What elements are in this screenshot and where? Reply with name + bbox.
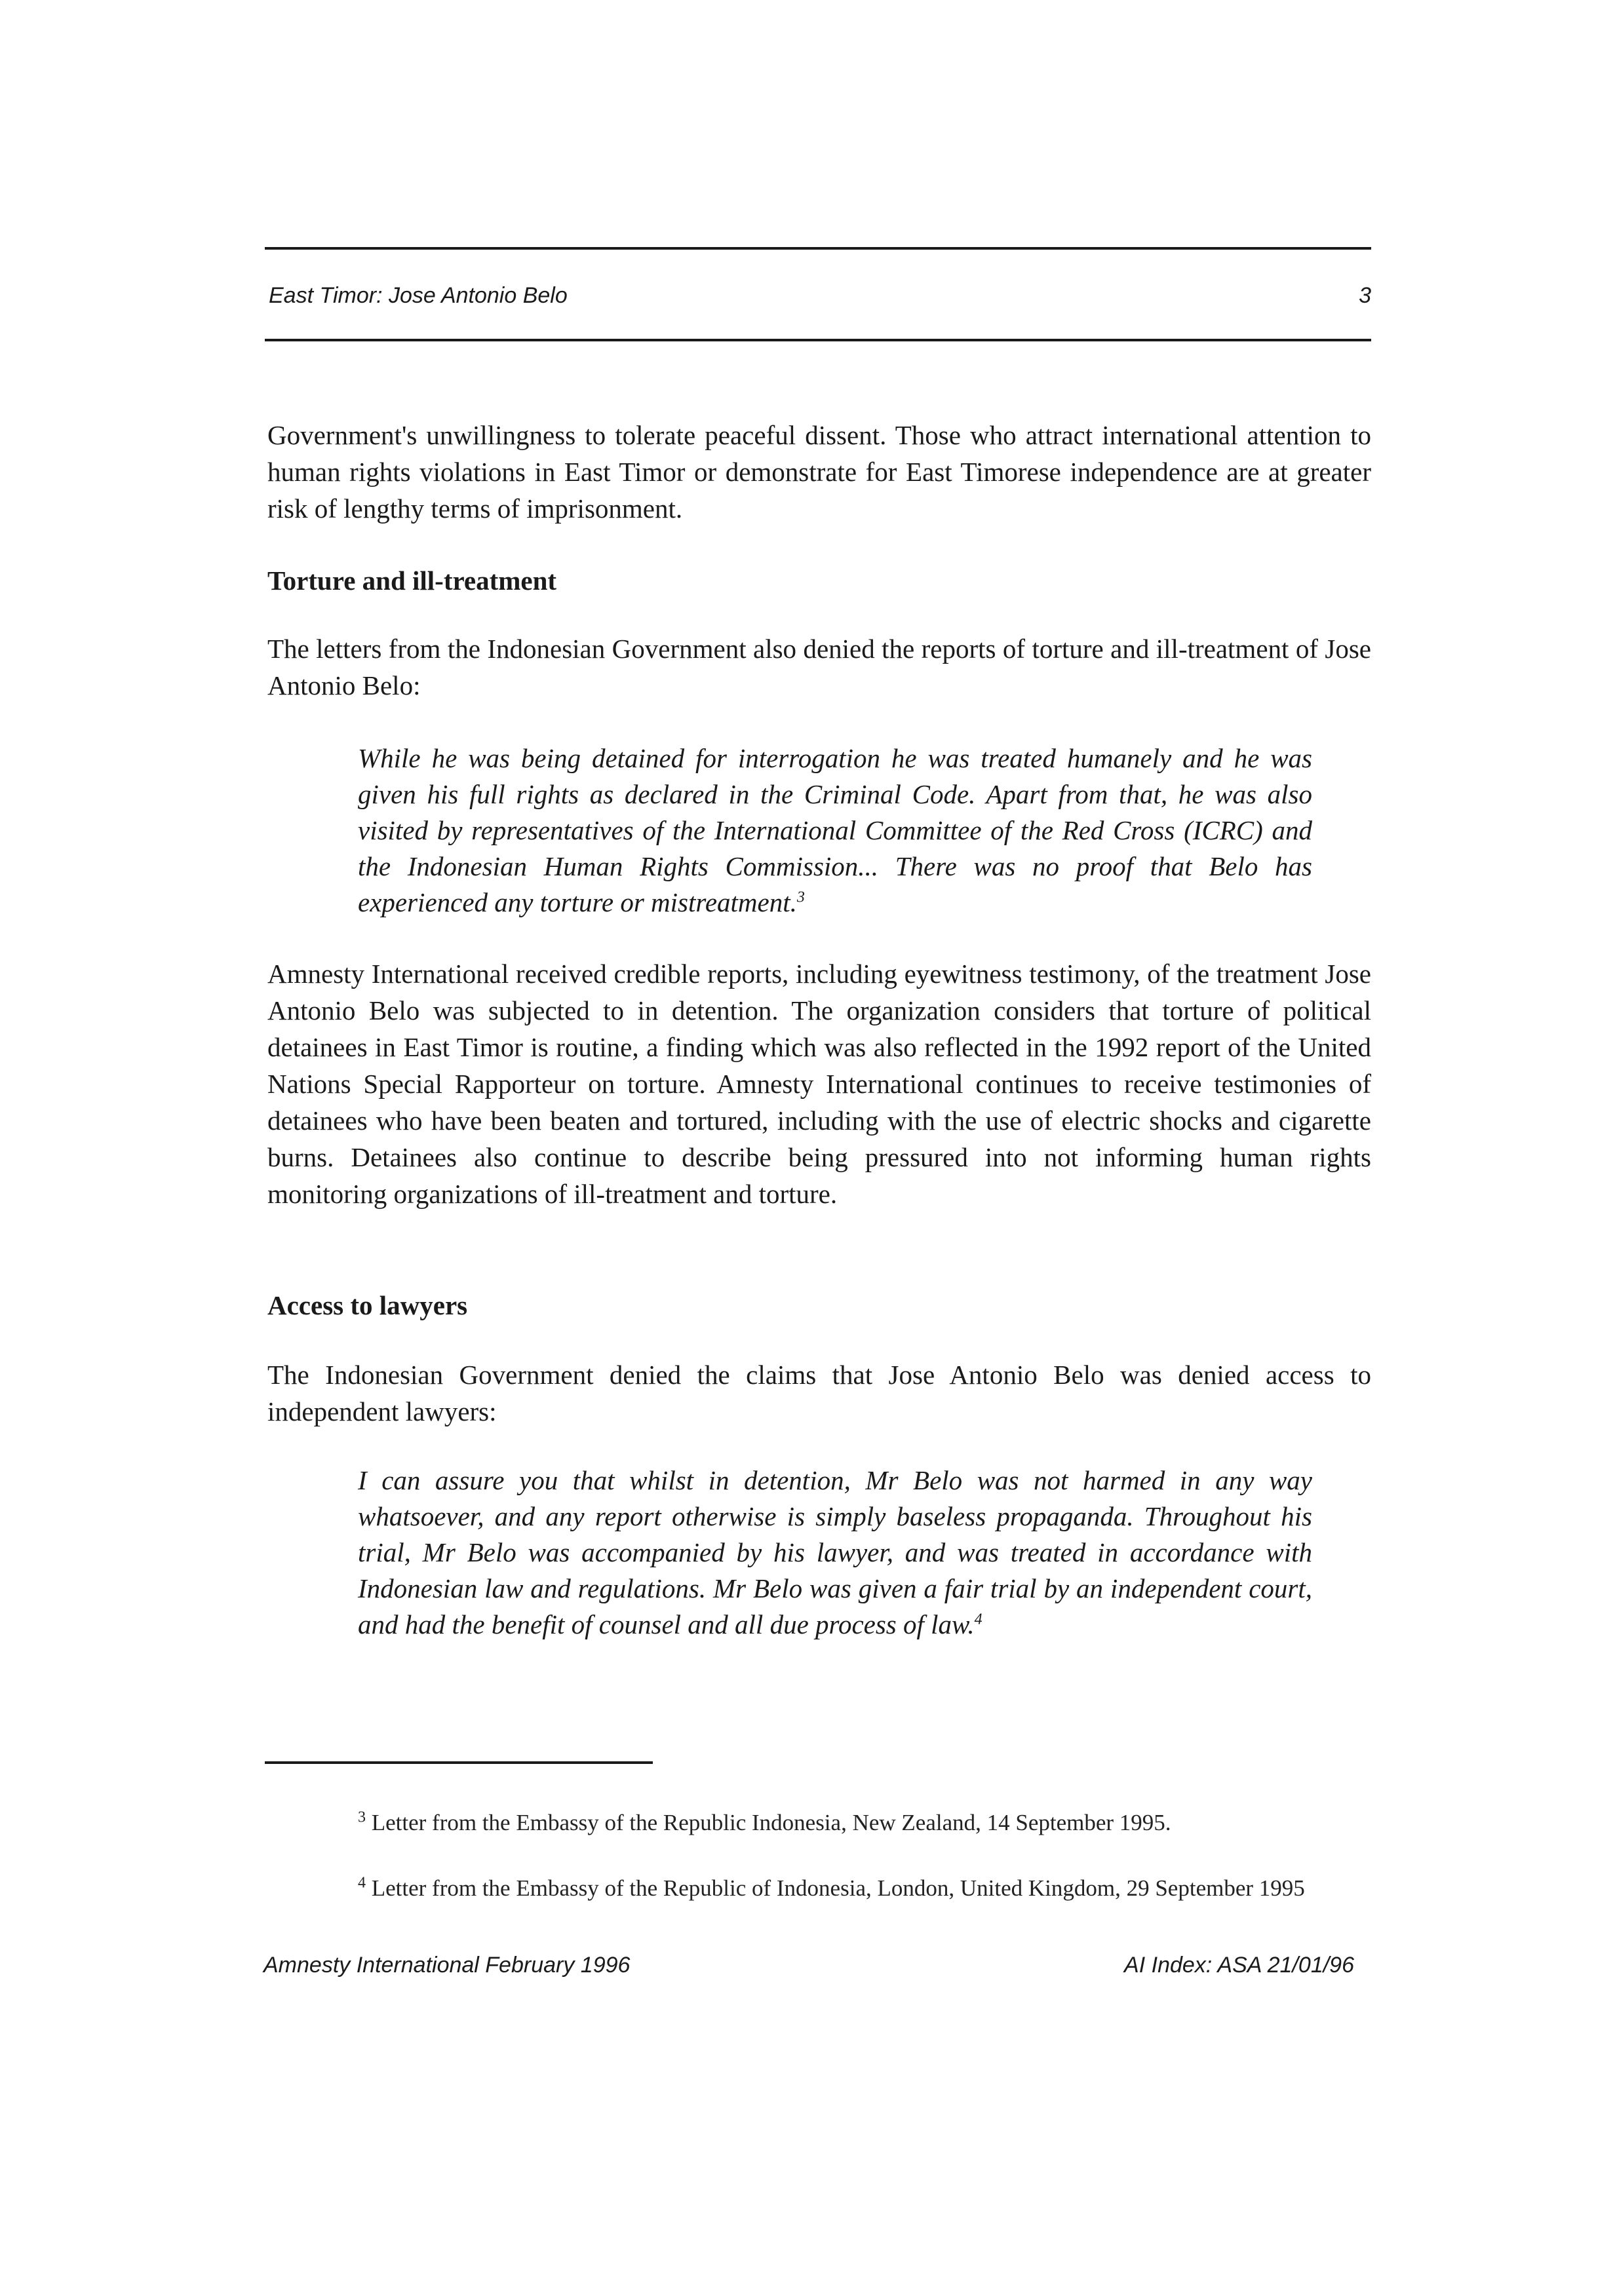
footnote-3 bbox=[358, 1807, 1341, 1839]
header-rule-bottom bbox=[265, 339, 1371, 341]
page-number: 3 bbox=[1359, 283, 1371, 308]
footer-publisher: Amnesty International February 1996 bbox=[263, 1953, 631, 1978]
footer-index: AI Index: ASA 21/01/96 bbox=[1124, 1953, 1354, 1978]
lawyers-quote bbox=[358, 1463, 1312, 1643]
footnote-ref-3[interactable]: 3 bbox=[796, 889, 805, 906]
torture-paragraph: The letters from the Indonesian Government also denied the reports of torture and ill-treatment of Jose Antonio Belo: bbox=[267, 634, 1371, 700]
footnote-ref-4[interactable]: 4 bbox=[974, 1611, 983, 1628]
lawyers-quote-text: I can assure you that whilst in detention, Mr Belo was not harmed in any way whatsoever, and any report otherwise is simply baseless propaganda. Throughout his trial, Mr Belo was accompanied by his lawyer, and was treated in accordance with Indonesian law and regulations. Mr Belo was given a fair trial by an independent court, and had the benefit of counsel and all due process of law. bbox=[358, 1465, 1312, 1639]
running-header-title: East Timor: Jose Antonio Belo bbox=[269, 283, 568, 308]
response-block bbox=[267, 955, 1371, 1212]
section-heading-torture: Torture and ill-treatment bbox=[267, 565, 557, 596]
header-rule-top bbox=[265, 247, 1371, 250]
footnote-4 bbox=[267, 1873, 1342, 1904]
intro-block bbox=[267, 417, 1371, 527]
footnote-text: Letter from the Embassy of the Republic Indonesia, New Zealand, 14 September 1995. bbox=[371, 1810, 1171, 1835]
torture-quote-text: While he was being detained for interrogation he was treated humanely and he was given his full rights as declared in the Criminal Code. Apart from that, he was also visited by representatives of the International Committee of the Red Cross (ICRC) and the Indonesian Human Rights Commission... There was no proof that Belo has experienced any torture or mistreatment. bbox=[358, 743, 1312, 917]
lawyers-paragraph: The Indonesian Government denied the claims that Jose Antonio Belo was denied access to independent lawyers: bbox=[267, 1360, 1371, 1426]
intro-paragraph: Government's unwillingness to tolerate peaceful dissent. Those who attract international attention to human rights violations in East Timor or demonstrate for East Timorese independence are at greater risk of lengthy terms of imprisonment. bbox=[267, 420, 1371, 524]
lawyers-paragraph-block bbox=[267, 1356, 1371, 1430]
footnote-text: Letter from the Embassy of the Republic of Indonesia, London, United Kingdom, 29 September 1995 bbox=[371, 1875, 1305, 1901]
footnote-number: 3 bbox=[358, 1808, 366, 1826]
torture-paragraph-block bbox=[267, 630, 1371, 704]
footnote-separator bbox=[265, 1761, 653, 1764]
footnote-number: 4 bbox=[358, 1874, 366, 1892]
lawyers-heading-block bbox=[267, 1287, 1371, 1324]
torture-heading-block bbox=[267, 562, 1371, 599]
response-paragraph: Amnesty International received credible reports, including eyewitness testimony, of the treatment Jose Antonio Belo was subjected to in detention. The organization considers that torture of political detainees in East Timor is routine, a finding which was also reflected in the 1992 report of the United Nations Special Rapporteur on torture. Amnesty International continues to receive testimonies of detainees who have been beaten and tortured, including with the use of electric shocks and cigarette burns. Detainees also continue to describe being pressured into not informing human rights monitoring organizations of ill-treatment and torture. bbox=[267, 959, 1371, 1209]
section-heading-lawyers: Access to lawyers bbox=[267, 1290, 468, 1320]
torture-quote bbox=[358, 740, 1312, 921]
